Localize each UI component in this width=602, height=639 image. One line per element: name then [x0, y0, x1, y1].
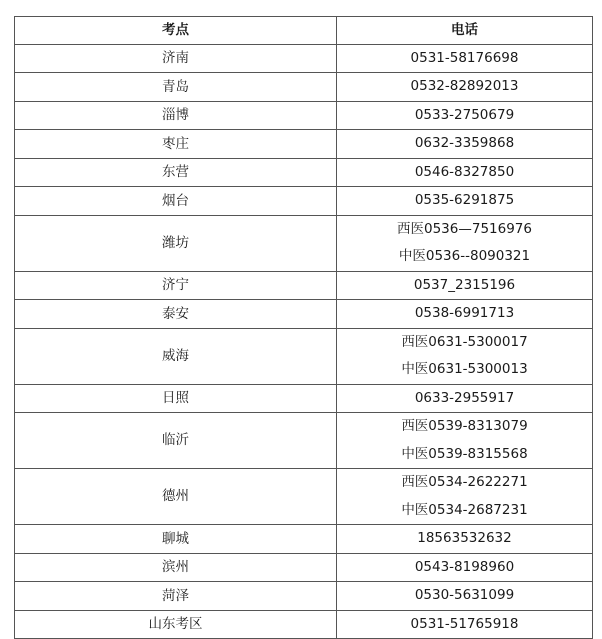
site-cell: 山东考区	[15, 610, 337, 639]
table-row	[15, 300, 593, 329]
site-cell: 聊城	[15, 525, 337, 554]
table-row	[15, 158, 593, 187]
phone-number: 0530-5631099	[414, 587, 515, 603]
phone-cell	[337, 553, 593, 582]
phone-cell	[337, 73, 593, 102]
phone-cell	[337, 384, 593, 413]
phone-cell	[337, 469, 593, 525]
exam-site-phone-table-container	[14, 16, 592, 639]
phone-number: 0532-82892013	[410, 78, 519, 94]
table-header-row	[15, 17, 593, 45]
phone-cell	[337, 101, 593, 130]
phone-cell	[337, 44, 593, 73]
phone-number: 0538-6991713	[414, 305, 515, 321]
phone-cell	[337, 187, 593, 216]
phone-cell	[337, 610, 593, 639]
table-row	[15, 130, 593, 159]
phone-cell	[337, 525, 593, 554]
site-cell: 威海	[15, 328, 337, 384]
site-cell: 德州	[15, 469, 337, 525]
table-row	[15, 525, 593, 554]
table-row	[15, 44, 593, 73]
table-body	[15, 44, 593, 639]
phone-cell	[337, 582, 593, 611]
site-cell: 临沂	[15, 413, 337, 469]
table-row	[15, 73, 593, 102]
phone-number: 0633-2955917	[414, 389, 515, 406]
table-row	[15, 553, 593, 582]
phone-number: 0546-8327850	[414, 163, 515, 180]
phone-cell	[337, 328, 593, 384]
site-cell: 青岛	[15, 73, 337, 102]
table-row	[15, 328, 593, 384]
table-row	[15, 413, 593, 469]
table-row	[15, 469, 593, 525]
phone-number-western: 西医0536—7516976	[397, 220, 532, 237]
exam-site-phone-table	[14, 16, 593, 639]
phone-number-western: 西医0631-5300017	[401, 333, 528, 350]
phone-cell	[337, 158, 593, 187]
table-row	[15, 610, 593, 639]
phone-cell	[337, 271, 593, 300]
table-row	[15, 271, 593, 300]
site-cell: 济南	[15, 44, 337, 73]
site-cell: 潍坊	[15, 215, 337, 271]
site-cell: 烟台	[15, 187, 337, 216]
phone-number: 0537_2315196	[413, 276, 516, 293]
phone-number-chinese: 中医0536--8090321	[398, 248, 531, 264]
site-cell: 枣庄	[15, 130, 337, 159]
header-phone: 电话	[337, 17, 593, 45]
table-row	[15, 187, 593, 216]
table-row	[15, 101, 593, 130]
table-row	[15, 215, 593, 271]
phone-cell	[337, 413, 593, 469]
site-cell: 菏泽	[15, 582, 337, 611]
phone-number-chinese: 中医0534-2687231	[401, 501, 528, 518]
table-row	[15, 384, 593, 413]
phone-number: 0632-3359868	[414, 135, 515, 151]
phone-number: 0543-8198960	[414, 558, 515, 575]
phone-number-chinese: 中医0631-5300013	[401, 361, 528, 377]
site-cell: 淄博	[15, 101, 337, 130]
header-exam-site: 考点	[15, 17, 337, 45]
phone-cell	[337, 300, 593, 329]
phone-cell	[337, 215, 593, 271]
phone-number-chinese: 中医0539-8315568	[401, 445, 528, 462]
phone-number: 0535-6291875	[414, 192, 515, 208]
phone-number: 0531-51765918	[410, 615, 519, 632]
site-cell: 泰安	[15, 300, 337, 329]
phone-number-western: 西医0534-2622271	[401, 474, 528, 490]
phone-number: 18563532632	[417, 530, 512, 546]
phone-number-western: 西医0539-8313079	[401, 418, 528, 434]
phone-number: 0533-2750679	[414, 106, 515, 123]
site-cell: 滨州	[15, 553, 337, 582]
site-cell: 日照	[15, 384, 337, 413]
phone-cell	[337, 130, 593, 159]
phone-number: 0531-58176698	[410, 49, 519, 66]
table-row	[15, 582, 593, 611]
site-cell: 济宁	[15, 271, 337, 300]
site-cell: 东营	[15, 158, 337, 187]
